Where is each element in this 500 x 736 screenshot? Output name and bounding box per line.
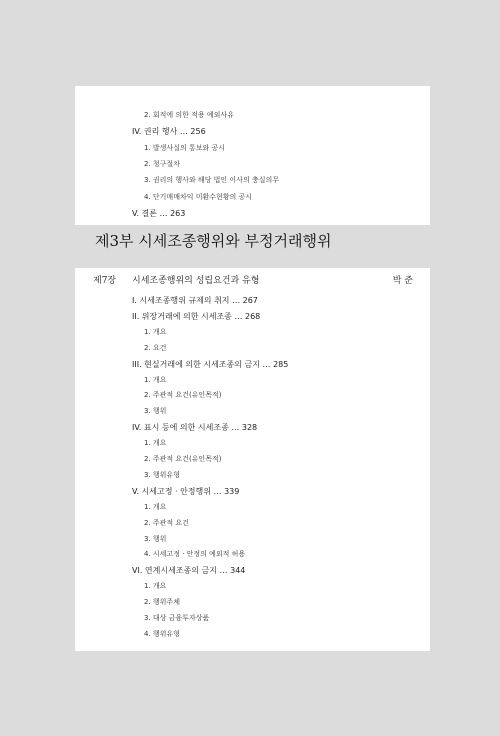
toc-section-entry: II. 위장거래에 의한 시세조종 … 268 bbox=[132, 311, 261, 321]
toc-section-entry: IV. 표시 등에 의한 시세조종 … 328 bbox=[132, 423, 258, 433]
toc-subsection-entry: 3. 행위 bbox=[144, 407, 167, 416]
toc-subsection-entry: 2. 회적에 의한 적용 예외사유 bbox=[144, 111, 234, 119]
toc-section-entry: V. 시세고정 · 안정행위 … 339 bbox=[132, 486, 240, 496]
toc-section-entry: IV. 권리 행사 … 256 bbox=[132, 127, 206, 137]
toc-subsection-entry: 1. 개요 bbox=[144, 327, 167, 336]
toc-subsection-entry: 2. 요건 bbox=[144, 343, 167, 352]
chapter-title: 시세조종행위의 성립요건과 유형 bbox=[132, 276, 260, 286]
toc-subsection-entry: 1. 개요 bbox=[144, 375, 167, 384]
toc-section-entry: V. 결론 … 263 bbox=[132, 208, 186, 218]
toc-section-entry: III. 현실거래에 의한 시세조종의 금지 … 285 bbox=[132, 359, 289, 369]
toc-subsection-entry: 3. 대상 금융투자상품 bbox=[144, 614, 210, 622]
part-title: 제3부 시세조종행위와 부정거래행위 bbox=[95, 232, 332, 250]
toc-subsection-entry: 4. 시세고정 · 안정의 예외적 허용 bbox=[144, 550, 246, 559]
toc-subsection-entry: 2. 주관적 요건(유인목적) bbox=[144, 391, 222, 400]
toc-subsection-entry: 2. 주관적 요건 bbox=[144, 518, 189, 527]
chapter-label: 제7장 bbox=[93, 276, 117, 286]
toc-subsection-entry: 3. 권리의 행사와 해당 법인 이사의 충실의무 bbox=[144, 176, 279, 185]
toc-subsection-entry: 4. 단기매매차익 미환수현황의 공시 bbox=[144, 192, 253, 201]
toc-subsection-entry: 1. 개요 bbox=[144, 582, 167, 591]
toc-subsection-entry: 1. 개요 bbox=[144, 439, 167, 448]
toc-subsection-entry: 2. 청구절차 bbox=[144, 159, 180, 168]
toc-section-entry: I. 시세조종행위 규제의 취지 … 267 bbox=[132, 296, 258, 305]
toc-subsection-entry: 3. 행위유형 bbox=[144, 470, 180, 479]
toc-subsection-entry: 2. 행위주체 bbox=[144, 598, 180, 607]
toc-subsection-entry: 4. 행위유형 bbox=[144, 629, 180, 638]
toc-subsection-entry: 1. 개요 bbox=[144, 502, 167, 511]
book-page bbox=[75, 86, 430, 651]
toc-section-entry: VI. 연계시세조종의 금지 … 344 bbox=[132, 566, 246, 576]
toc-subsection-entry: 2. 주관적 요건(유인목적) bbox=[144, 455, 222, 463]
toc-subsection-entry: 3. 행위 bbox=[144, 534, 167, 543]
toc-subsection-entry: 1. 발생사실의 통보와 공시 bbox=[144, 143, 225, 152]
chapter-author: 박 준 bbox=[392, 276, 413, 286]
